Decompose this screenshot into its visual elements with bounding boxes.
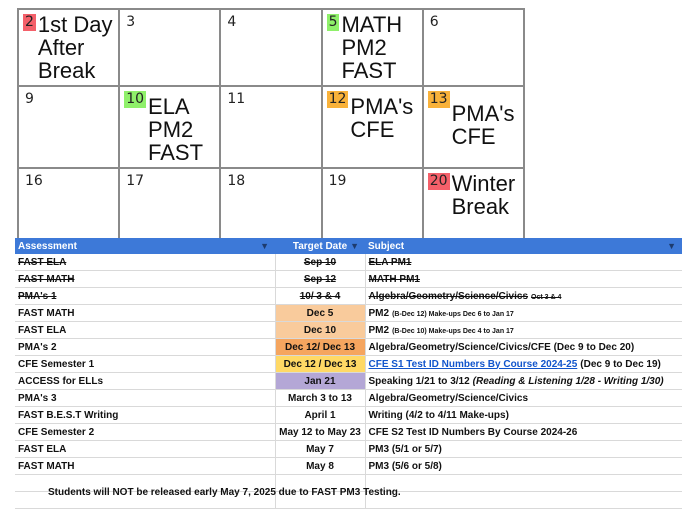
subject-cell[interactable] [365, 373, 682, 390]
day-number: 16 [25, 173, 43, 189]
subject-link[interactable]: CFE S1 Test ID Numbers By Course 2024-25 [368, 358, 578, 370]
header-subject[interactable] [365, 238, 682, 254]
subject-cell[interactable] [365, 441, 682, 458]
assessment-cell[interactable] [15, 441, 275, 458]
assessment-cell[interactable] [15, 390, 275, 407]
assessment-name: FAST MATH [18, 273, 75, 285]
assessment-cell[interactable] [15, 322, 275, 339]
header-target-date[interactable] [275, 238, 365, 254]
assessment-name: FAST ELA [18, 256, 67, 268]
target-date: Sep 10 [303, 256, 337, 268]
subject-text: Algebra/Geometry/Science/Civics [368, 290, 529, 302]
assessment-name: FAST MATH [18, 460, 75, 472]
day-number: 18 [227, 173, 246, 189]
calendar-day[interactable] [322, 86, 423, 168]
target-date-cell[interactable] [275, 441, 365, 458]
assessment-name: PMA's 3 [18, 392, 57, 404]
header-target-label: Target Date [292, 240, 348, 252]
calendar-day[interactable] [18, 86, 119, 168]
table-row [15, 390, 682, 407]
subject-cell[interactable] [365, 339, 682, 356]
calendar-day[interactable] [423, 9, 524, 86]
day-number: 2 [25, 14, 34, 30]
calendar-event: PMA's CFE [451, 101, 515, 149]
day-number: 9 [25, 91, 34, 107]
table-row [15, 254, 682, 271]
subject-text: PM2 [368, 324, 390, 336]
calendar-day[interactable] [220, 168, 321, 241]
calendar-event: ELA PM2 FAST [148, 94, 204, 165]
calendar-week [18, 86, 524, 168]
calendar-day[interactable] [220, 86, 321, 168]
filter-icon[interactable]: ▼ [667, 241, 676, 251]
assessment-cell[interactable] [15, 458, 275, 475]
subject-cell[interactable] [365, 322, 682, 339]
target-date-cell[interactable] [275, 271, 365, 288]
target-date: April 1 [304, 409, 336, 421]
subject-detail: (B-Dec 10) Make-ups Dec 4 to Jan 17 [392, 327, 514, 335]
assessment-cell[interactable] [15, 356, 275, 373]
subject-text: PM2 [368, 307, 390, 319]
target-date: Dec 5 [306, 307, 334, 319]
target-date: Dec 10 [303, 324, 337, 336]
assessment-name: CFE Semester 1 [18, 358, 95, 370]
header-assessment[interactable] [15, 238, 275, 254]
subject-text: CFE S2 Test ID Numbers By Course 2024-26 [368, 426, 578, 438]
target-date-cell[interactable] [275, 322, 365, 339]
filter-icon[interactable]: ▼ [260, 241, 269, 251]
table-row [15, 322, 682, 339]
subject-text: Algebra/Geometry/Science/Civics/CFE (Dec 9 to Dec 20) [368, 341, 635, 353]
calendar-day[interactable] [322, 9, 423, 86]
header-row [15, 238, 682, 254]
subject-text: PM3 (5/1 or 5/7) [368, 443, 442, 455]
filter-icon[interactable]: ▼ [350, 241, 359, 251]
day-number: 4 [227, 14, 237, 30]
target-date-cell[interactable] [275, 339, 365, 356]
target-date: Jan 21 [304, 375, 336, 387]
subject-cell[interactable] [365, 458, 682, 475]
empty-cell[interactable] [365, 475, 682, 492]
table-row [15, 339, 682, 356]
target-date-cell[interactable] [275, 305, 365, 322]
table-row [15, 458, 682, 475]
assessment-name: FAST ELA [18, 324, 67, 336]
assessment-name: ACCESS for ELLs [18, 375, 104, 387]
assessment-name: FAST B.E.S.T Writing [18, 409, 119, 421]
header-subject-label: Subject [368, 240, 405, 252]
target-date: Dec 12 / Dec 13 [283, 358, 357, 370]
subject-text: ELA PM1 [368, 256, 412, 268]
day-number: 6 [429, 14, 439, 30]
subject-cell[interactable] [365, 254, 682, 271]
footer-note: Students will NOT be released early May 7, 2025 due to FAST PM3 Testing. [48, 487, 401, 498]
calendar-day[interactable] [423, 168, 524, 241]
target-date-cell[interactable] [275, 254, 365, 271]
subject-text: Algebra/Geometry/Science/Civics [368, 392, 529, 404]
subject-text: Writing (4/2 to 4/11 Make-ups) [368, 409, 509, 421]
subject-cell[interactable] [365, 271, 682, 288]
subject-cell[interactable] [365, 390, 682, 407]
calendar-day[interactable] [119, 9, 220, 86]
assessment-name: FAST ELA [18, 443, 67, 455]
day-number: 20 [429, 173, 448, 189]
target-date: March 3 to 13 [288, 392, 352, 404]
target-date: Dec 12/ Dec 13 [284, 341, 356, 353]
assessment-name: FAST MATH [18, 307, 75, 319]
target-date-cell[interactable] [275, 373, 365, 390]
calendar-day[interactable] [220, 9, 321, 86]
assessment-cell[interactable] [15, 288, 275, 305]
day-number: 5 [328, 14, 338, 30]
subject-detail: (B-Dec 12) Make-ups Dec 6 to Jan 17 [392, 310, 514, 318]
day-number: 12 [328, 91, 347, 107]
table-row [15, 373, 682, 390]
subject-detail: Oct 3 & 4 [531, 293, 562, 301]
subject-text: PM3 (5/6 or 5/8) [368, 460, 442, 472]
target-date: May 8 [306, 460, 334, 472]
subject-detail: (Dec 9 to Dec 19) [580, 358, 661, 370]
table-row [15, 271, 682, 288]
empty-cell[interactable] [365, 492, 682, 509]
calendar-event: PMA's CFE [350, 94, 414, 142]
target-date-cell[interactable] [275, 288, 365, 305]
assessment-cell[interactable] [15, 424, 275, 441]
table-row [15, 407, 682, 424]
assessment-cell[interactable] [15, 373, 275, 390]
target-date: Sep 12 [303, 273, 337, 285]
subject-detail: (Reading & Listening 1/28 - Writing 1/30) [472, 375, 664, 387]
header-assessment-label: Assessment [18, 240, 77, 252]
target-date-cell[interactable] [275, 458, 365, 475]
calendar [17, 8, 525, 228]
calendar-week [18, 9, 524, 86]
calendar-day[interactable] [18, 9, 119, 86]
subject-cell[interactable] [365, 305, 682, 322]
subject-cell[interactable] [365, 356, 682, 373]
day-number: 13 [429, 91, 448, 107]
assessment-cell[interactable] [15, 407, 275, 424]
subject-cell[interactable] [365, 288, 682, 305]
target-date-cell[interactable] [275, 356, 365, 373]
calendar-day[interactable] [322, 168, 423, 241]
calendar-day[interactable] [423, 86, 524, 168]
day-number: 3 [126, 14, 136, 30]
calendar-event: 1st Day After Break [37, 12, 113, 83]
table-row [15, 356, 682, 373]
assessment-cell[interactable] [15, 254, 275, 271]
calendar-day[interactable] [119, 86, 220, 168]
assessment-name: CFE Semester 2 [18, 426, 95, 438]
subject-text: MATH PM1 [368, 273, 420, 285]
day-number: 10 [126, 91, 145, 107]
assessment-cell[interactable] [15, 305, 275, 322]
target-date-cell[interactable] [275, 390, 365, 407]
day-number: 19 [328, 173, 347, 189]
subject-cell[interactable] [365, 407, 682, 424]
subject-cell[interactable] [365, 424, 682, 441]
table-row [15, 305, 682, 322]
calendar-day[interactable] [18, 168, 119, 241]
day-number: 11 [227, 91, 246, 107]
assessment-sheet [15, 238, 682, 509]
assessment-cell[interactable] [15, 271, 275, 288]
target-date: 10/ 3 & 4 [299, 290, 341, 302]
table-row [15, 288, 682, 305]
table-row [15, 424, 682, 441]
assessment-cell[interactable] [15, 339, 275, 356]
calendar-event: MATH PM2 FAST [341, 12, 403, 83]
table-row [15, 441, 682, 458]
target-date: May 7 [306, 443, 334, 455]
calendar-week [18, 168, 524, 241]
subject-text: Speaking 1/21 to 3/12 [368, 375, 470, 387]
target-date: May 12 to May 23 [279, 426, 361, 438]
day-number: 17 [126, 173, 145, 189]
calendar-grid [17, 8, 525, 242]
assessment-name: PMA's 1 [18, 290, 57, 302]
calendar-event: Winter Break [451, 171, 516, 219]
calendar-day[interactable] [119, 168, 220, 241]
assessment-name: PMA's 2 [18, 341, 57, 353]
target-date-cell[interactable] [275, 407, 365, 424]
target-date-cell[interactable] [275, 424, 365, 441]
